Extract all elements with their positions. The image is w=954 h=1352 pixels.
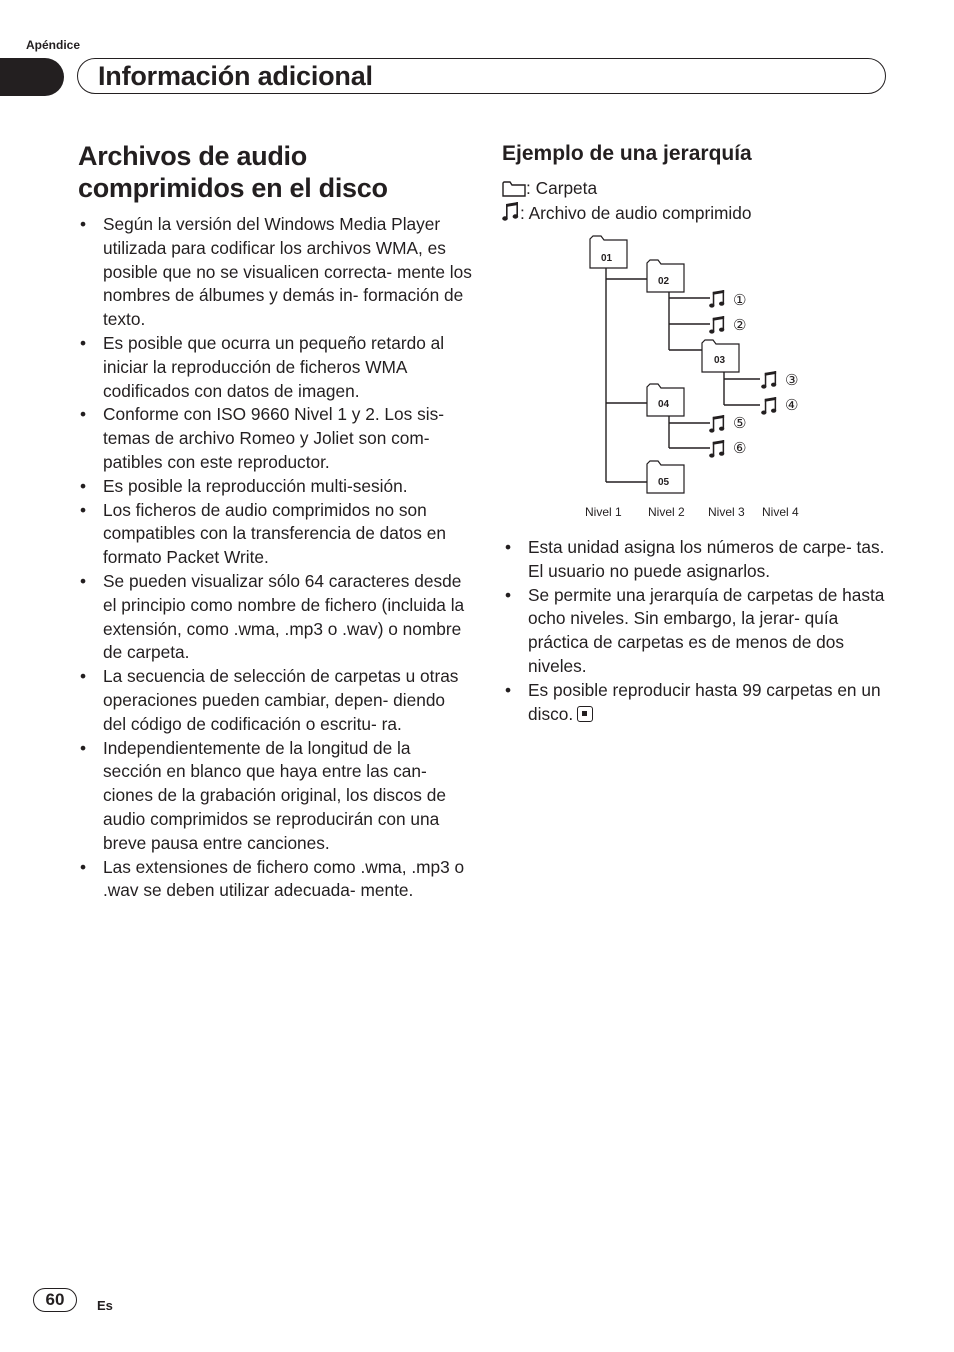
header-title: Información adicional xyxy=(98,61,373,91)
legend-audio-label: : Archivo de audio comprimido xyxy=(520,203,752,223)
folder-label: 03 xyxy=(714,355,726,366)
file-number: ⑤ xyxy=(733,414,747,432)
music-note-icon xyxy=(709,290,724,308)
folder-icon xyxy=(647,461,684,493)
right-heading: Ejemplo de una jerarquía xyxy=(502,142,752,165)
hierarchy-diagram xyxy=(570,230,820,525)
bullet-text: Es posible reproducir hasta 99 carpetas en un disco. xyxy=(528,679,881,724)
section-label: Apéndice xyxy=(26,38,81,52)
section-tab-marker xyxy=(0,58,64,96)
bullet-item: • Esta unidad asigna los números de carpe- tas. El usuario no puede asignarlos. xyxy=(503,536,888,584)
bullet-item: • Según la versión del Windows Media Player utilizada para codificar los archivos WMA, es posible que no se visualicen correcta- mente los nombres de álbumes y demás in- formación de texto. xyxy=(78,213,472,332)
folder-icon xyxy=(702,340,739,372)
music-note-icon xyxy=(761,397,776,415)
language-code: Es xyxy=(97,1298,113,1313)
file-number: ① xyxy=(733,291,747,309)
bullet-item: • La secuencia de selección de carpetas u otras operaciones pueden cambiar, depen- diendo del código de codificación o escritu- ra. xyxy=(78,665,472,736)
stop-icon xyxy=(577,706,593,722)
level-label: Nivel 3 xyxy=(708,505,745,519)
folder-label: 05 xyxy=(658,477,670,488)
music-note-icon xyxy=(502,200,520,222)
bullet-item: • Es posible que ocurra un pequeño retardo al iniciar la reproducción de ficheros WMA codificados con datos de imagen. xyxy=(78,332,472,403)
bullet-item: • Conforme con ISO 9660 Nivel 1 y 2. Los sis- temas de archivo Romeo y Joliet son com- patibles con este reproductor. xyxy=(78,403,472,474)
music-note-icon xyxy=(709,316,724,334)
bullet-item: • Los ficheros de audio comprimidos no son compatibles con la transferencia de datos en formato Packet Write. xyxy=(78,499,472,570)
folder-icon xyxy=(502,179,526,197)
music-note-icon xyxy=(709,415,724,433)
bullet-item: • Se pueden visualizar sólo 64 caracteres desde el principio como nombre de fichero (incluida la extensión, como .wma, .mp3 o .wav) o nombre de carpeta. xyxy=(78,570,472,665)
right-bullet-list xyxy=(503,536,888,726)
header-title-bar xyxy=(77,58,886,94)
bullet-item: • Independientemente de la longitud de la sección en blanco que haya entre las can- ciones de la grabación original, los discos de audio comprimidos se reproducirán con una breve pausa entre canciones. xyxy=(78,737,472,856)
music-note-icon xyxy=(761,371,776,389)
music-note-icon xyxy=(709,440,724,458)
file-number: ④ xyxy=(785,396,799,414)
level-label: Nivel 2 xyxy=(648,505,685,519)
folder-label: 02 xyxy=(658,276,670,287)
bullet-item: • Se permite una jerarquía de carpetas de hasta ocho niveles. Sin embargo, la jerar- quía práctica de carpetas es de menos de dos niveles. xyxy=(503,584,888,679)
level-label: Nivel 1 xyxy=(585,505,622,519)
bullet-item: • Las extensiones de fichero como .wma, .mp3 o .wav se deben utilizar adecuada- mente. xyxy=(78,856,472,904)
bullet-item: • Es posible la reproducción multi-sesión. xyxy=(78,475,472,499)
folder-icon xyxy=(647,260,684,292)
legend-audio xyxy=(502,200,752,225)
bullet-item xyxy=(503,679,888,727)
folder-icon xyxy=(590,236,627,268)
left-bullet-list xyxy=(78,213,472,903)
left-heading: Archivos de audio comprimidos en el disco xyxy=(78,141,388,203)
legend-folder-label: : Carpeta xyxy=(526,178,598,198)
folder-label: 01 xyxy=(601,253,613,264)
file-number: ② xyxy=(733,316,747,334)
file-number: ③ xyxy=(785,371,799,389)
level-label: Nivel 4 xyxy=(762,505,799,519)
page-number: 60 xyxy=(33,1288,77,1312)
folder-label: 04 xyxy=(658,399,670,410)
file-number: ⑥ xyxy=(733,439,747,457)
legend-folder xyxy=(502,176,597,200)
folder-icon xyxy=(647,384,684,416)
